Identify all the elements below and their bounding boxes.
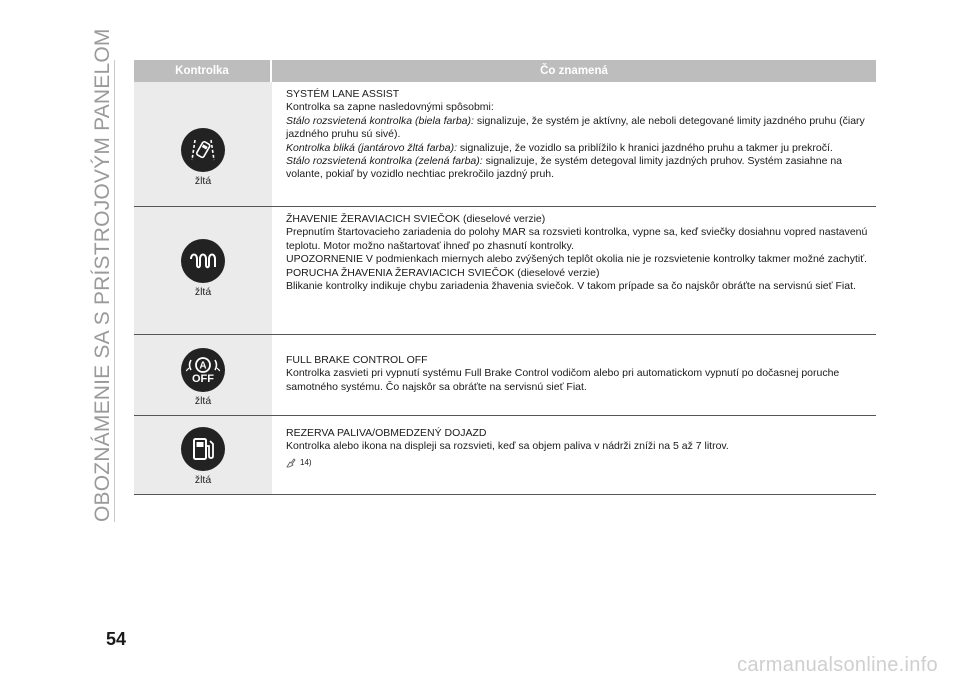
column-header-meaning: Čo znamená xyxy=(540,65,608,77)
italic-label: Stálo rozsvietená kontrolka (biela farba): xyxy=(286,114,474,127)
table-row xyxy=(134,335,876,416)
warning-lights-table xyxy=(134,60,876,495)
fuel-reserve-icon xyxy=(181,427,225,471)
row-title: ŽHAVENIE ŽERAVIACICH SVIEČOK (dieselové verzie) xyxy=(286,213,546,225)
paragraph-text: signalizuje, že systém je aktívny, ale neboli detegované limity jazdného pruhu (čiary jazdného pruhu sú sivé). xyxy=(286,114,865,141)
description-cell xyxy=(272,416,876,494)
table-row xyxy=(134,207,876,335)
paragraph: UPOZORNENIE V podmienkach miernych alebo zvýšených teplôt okolia nie je rozsvietenie kontrolky takmer možné zachytiť. xyxy=(286,253,868,266)
paragraph: PORUCHA ŽHAVENIA ŽERAVIACICH SVIEČOK (dieselové verzie) xyxy=(286,266,600,279)
indicator-color: žltá xyxy=(194,474,212,486)
indicator-cell xyxy=(134,335,272,415)
paragraph-text: signalizuje, že systém detegoval limity jazdných pruhov. Systém zasiahne na volante, pokiaľ by vozidlo nechtiac prekročilo jazdný pruh. xyxy=(286,155,842,181)
paragraph xyxy=(286,142,876,155)
page-number: 54 xyxy=(106,629,127,649)
row-title: REZERVA PALIVA/OBMEDZENÝ DOJAZD xyxy=(286,427,487,439)
description-cell xyxy=(272,82,876,206)
paragraph: Kontrolka zasvieti pri vypnutí systému Full Brake Control vodičom alebo pri automatickom vypnutí po dočasnej poruche samotného systému. Čo najskôr sa obráťte na servisnú sieť Fiat. xyxy=(286,367,840,393)
paragraph: Blikanie kontrolky indikuje chybu zariadenia žhavenia sviečok. V takom prípade sa čo najskôr obráťte na servisnú sieť Fiat. xyxy=(286,280,856,293)
indicator-cell xyxy=(134,82,272,206)
note-reference xyxy=(286,456,876,469)
indicator-color: žltá xyxy=(194,395,212,407)
description-cell xyxy=(272,335,876,415)
icon-off-text: OFF xyxy=(192,372,214,385)
icon-letter: A xyxy=(199,360,207,371)
indicator-color: žltá xyxy=(194,286,212,298)
paragraph: Prepnutím štartovacieho zariadenia do polohy MAR sa rozsvieti kontrolka, vypne sa, keď sviečky dosiahnu vopred nastavenú teplotu. Motor možno naštartovať ihneď po zhasnutí kontrolky. xyxy=(286,226,868,252)
glow-plug-icon xyxy=(181,239,225,283)
paragraph xyxy=(286,115,876,142)
paragraph-text: signalizuje, že vozidlo sa priblížilo k hranici jazdného pruhu a takmer ju prekročí. xyxy=(457,141,833,154)
paragraph: Kontrolka alebo ikona na displeji sa rozsvieti, keď sa objem paliva v nádrži zníži na 5 až 7 litrov. xyxy=(286,440,729,453)
watermark: carmanualsonline.info xyxy=(737,654,938,676)
row-title: FULL BRAKE CONTROL OFF xyxy=(286,354,428,366)
table-row xyxy=(134,82,876,207)
table-header xyxy=(134,60,876,82)
note-number: 14) xyxy=(300,457,312,467)
paragraph: Kontrolka sa zapne nasledovnými spôsobmi: xyxy=(286,101,494,114)
italic-label: Kontrolka bliká (jantárovo žltá farba): xyxy=(286,141,457,154)
table-row xyxy=(134,416,876,495)
italic-label: Stálo rozsvietená kontrolka (zelená farba): xyxy=(286,155,483,168)
column-header-indicator: Kontrolka xyxy=(175,65,229,77)
paragraph xyxy=(286,155,876,182)
row-title: SYSTÉM LANE ASSIST xyxy=(286,88,400,100)
description-cell xyxy=(272,207,876,334)
reference-hand-icon xyxy=(286,458,296,468)
section-title: OBOZNÁMENIE SA S PRÍSTROJOVÝM PANELOM xyxy=(91,28,114,522)
indicator-cell xyxy=(134,207,272,334)
lane-assist-icon xyxy=(181,128,225,172)
indicator-cell xyxy=(134,416,272,494)
indicator-color: žltá xyxy=(194,175,212,187)
full-brake-control-off-icon xyxy=(181,348,225,392)
section-divider xyxy=(114,60,115,522)
